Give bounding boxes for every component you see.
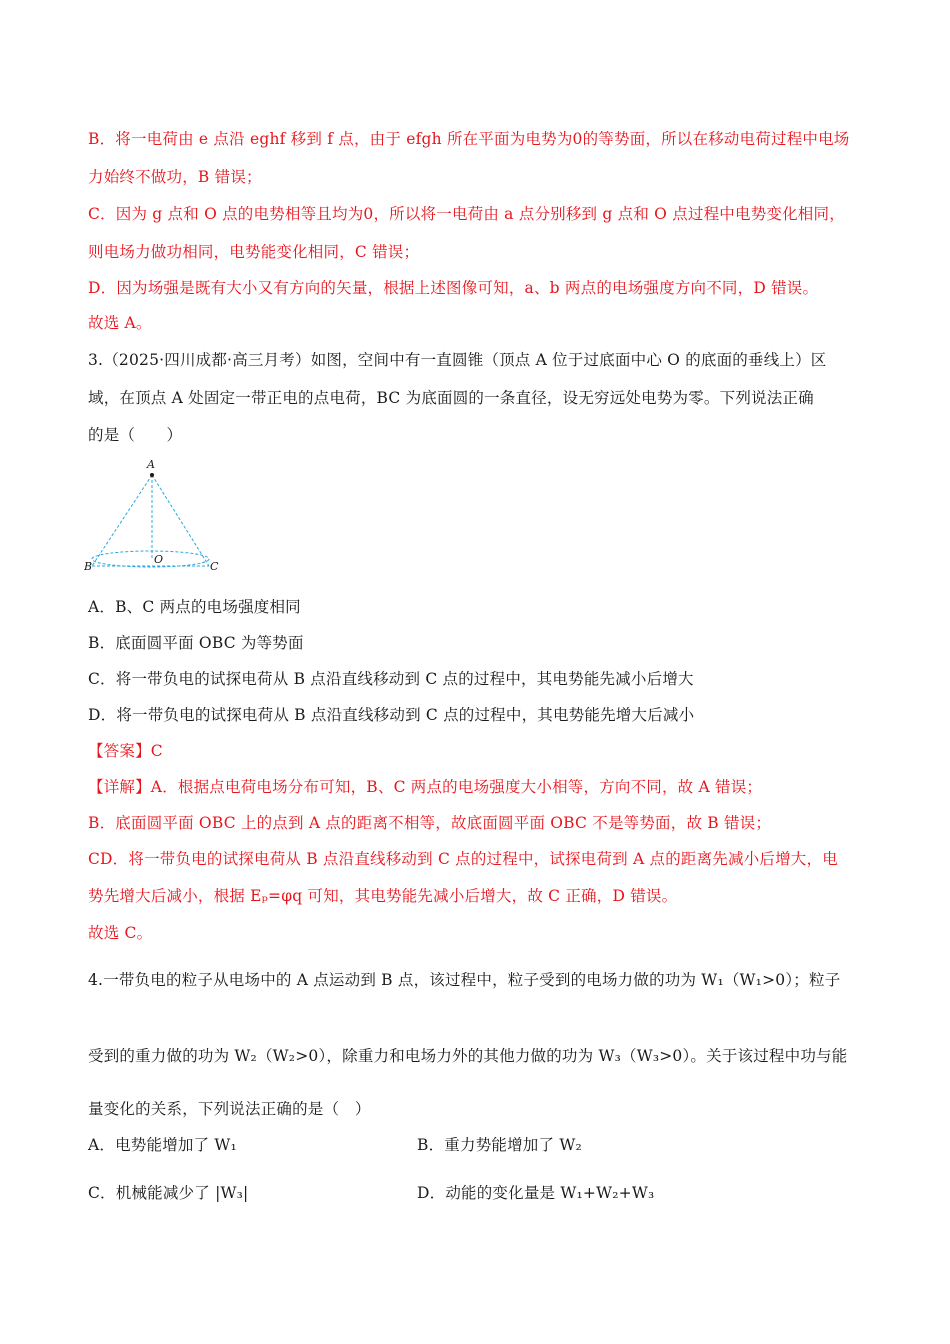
solution-line: 力始终不做功，B 错误； [88, 168, 262, 186]
option-c: C．机械能减少了 |W₃| [88, 1184, 249, 1202]
question-stem: 域，在顶点 A 处固定一带正电的点电荷，BC 为底面圆的一条直径，设无穷远处电势为零。下列说法正确 [88, 389, 814, 407]
question-stem: 受到的重力做的功为 W₂（W₂>0），除重力和电场力外的其他力做的功为 W₃（W₃>0）。关于该过程中功与能 [88, 1047, 848, 1065]
solution-line: D．因为场强是既有大小又有方向的矢量，根据上述图像可知，a、b 两点的电场强度方向不同，D 错误。 [88, 279, 819, 297]
option-d: D．将一带负电的试探电荷从 B 点沿直线移动到 C 点的过程中，其电势能先增大后减小 [88, 706, 695, 724]
detail-line: 【详解】A．根据点电荷电场分布可知，B、C 两点的电场强度大小相等，方向不同，故 A 错误； [88, 778, 763, 796]
right-label: C [210, 560, 219, 573]
charge-point [150, 473, 154, 477]
center-label: O [154, 553, 164, 566]
question-stem: 3.（2025·四川成都·高三月考）如图，空间中有一直圆锥（顶点 A 位于过底面中心 O 的底面的垂线上）区 [88, 351, 827, 369]
option-a: A．B、C 两点的电场强度相同 [88, 598, 301, 616]
option-b: B．底面圆平面 OBC 为等势面 [88, 634, 304, 652]
cone-figure [84, 456, 234, 581]
apex-label: A [147, 458, 155, 471]
detail-conclusion: 故选 C。 [88, 924, 153, 942]
detail-line: CD．将一带负电的试探电荷从 B 点沿直线移动到 C 点的过程中，试探电荷到 A 点的距离先减小后增大，电 [88, 850, 838, 868]
answer-label: 【答案】C [88, 742, 163, 760]
solution-line: C．因为 g 点和 O 点的电势相等且均为0，所以将一电荷由 a 点分别移到 g 点和 O 点过程中电势变化相同， [88, 205, 845, 223]
solution-line: 则电场力做功相同，电势能变化相同，C 错误； [88, 243, 420, 261]
option-b: B．重力势能增加了 W₂ [417, 1136, 582, 1154]
solution-conclusion: 故选 A。 [88, 314, 152, 332]
question-stem: 量变化的关系，下列说法正确的是（ ） [88, 1100, 371, 1118]
question-stem: 4.一带负电的粒子从电场中的 A 点运动到 B 点，该过程中，粒子受到的电场力做的功为 W₁（W₁>0）；粒子 [88, 971, 841, 989]
left-label: B [84, 560, 93, 573]
question-stem: 的是（ ） [88, 426, 183, 444]
detail-line: 势先增大后减小，根据 Eₚ=φq 可知，其电势能先减小后增大，故 C 正确，D 错误。 [88, 887, 678, 905]
detail-line: B．底面圆平面 OBC 上的点到 A 点的距离不相等，故底面圆平面 OBC 不是等势面，故 B 错误； [88, 814, 772, 832]
solution-line: B．将一电荷由 e 点沿 eghf 移到 f 点，由于 efgh 所在平面为电势为0的等势面，所以在移动电荷过程中电场 [88, 130, 850, 148]
option-c: C．将一带负电的试探电荷从 B 点沿直线移动到 C 点的过程中，其电势能先减小后增大 [88, 670, 694, 688]
option-d: D．动能的变化量是 W₁+W₂+W₃ [417, 1184, 655, 1202]
option-a: A．电势能增加了 W₁ [88, 1136, 237, 1154]
